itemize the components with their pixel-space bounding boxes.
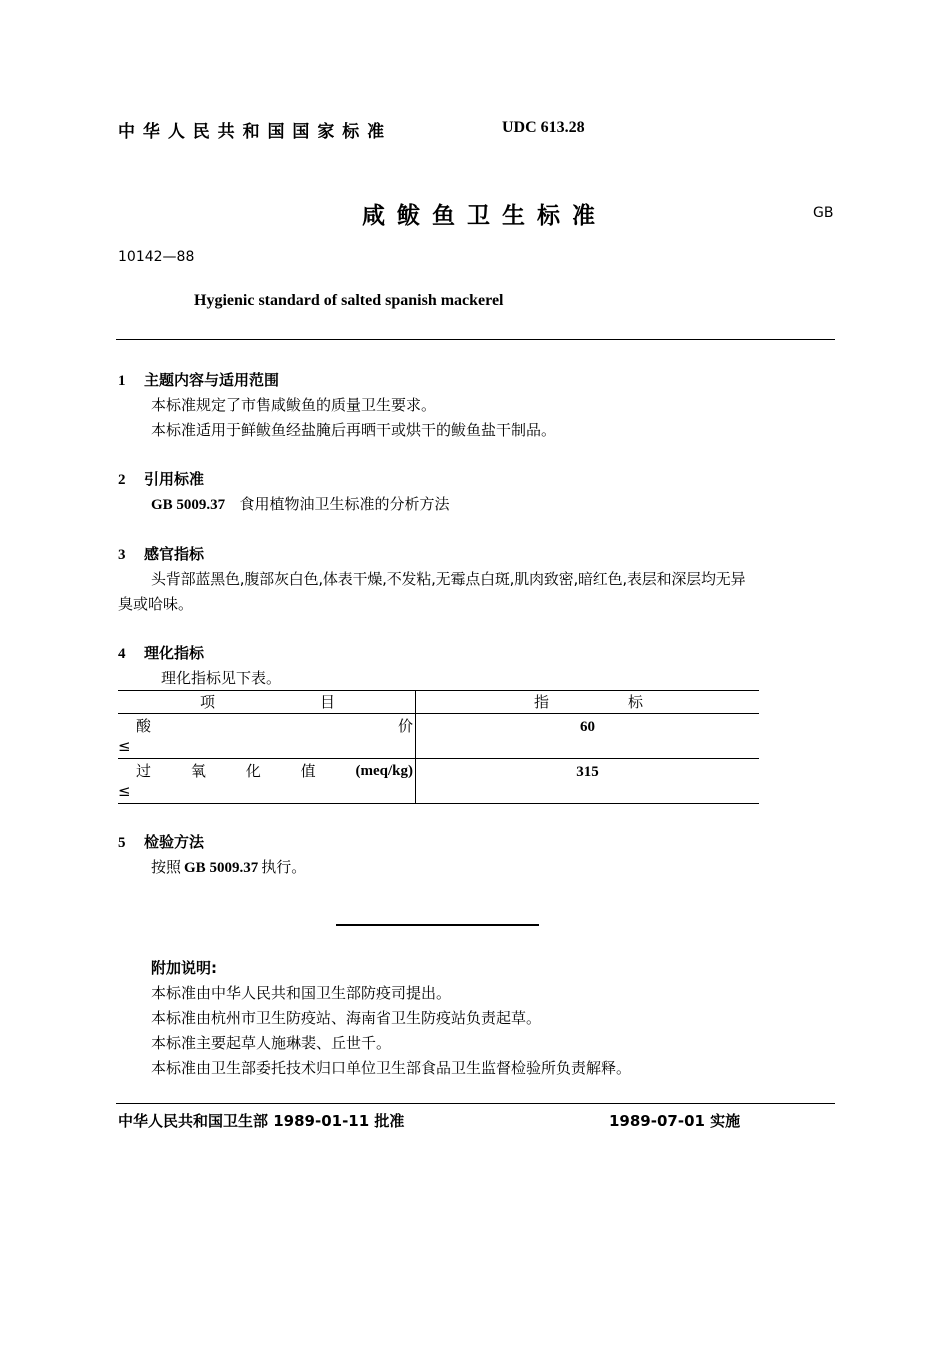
gb-prefix: GB: [813, 205, 834, 221]
section-number: 3: [118, 547, 126, 563]
index-value: 60: [580, 719, 595, 735]
column-header-item: [118, 691, 416, 714]
less-equal-sign: ≤: [118, 782, 131, 800]
udc-code: UDC 613.28: [502, 119, 585, 136]
table-intro: 理化指标见下表。: [161, 669, 282, 687]
issuing-authority: 中 华 人 民 共 和 国 国 家 标 准: [118, 122, 386, 142]
section-3-paragraph: 头背部蓝黑色,腹部灰白色,体表干燥,不发粘,无霉点白斑,肌肉致密,暗红色,表层和深层均无异: [151, 570, 746, 588]
english-title: Hygienic standard of salted spanish mackerel: [194, 292, 504, 309]
notes-heading: 附加说明:: [151, 959, 217, 977]
section-number: 5: [118, 835, 126, 851]
header-char: 目: [319, 693, 335, 711]
item-cell: [118, 714, 416, 759]
table-row: [118, 759, 759, 804]
header-char: 指: [534, 693, 550, 711]
less-equal-sign: ≤: [118, 737, 131, 755]
section-5-heading: [118, 830, 204, 856]
section-2-heading: [118, 467, 204, 493]
physicochemical-table: [118, 690, 759, 804]
reference-code: GB 5009.37: [184, 860, 259, 876]
table-header-row: [118, 691, 759, 714]
item-name-char: 值: [300, 762, 316, 780]
section-1-heading: [118, 368, 279, 394]
approval-date: 中华人民共和国卫生部 1989-01-11 批准: [118, 1112, 405, 1130]
column-header-index: [416, 691, 760, 714]
document-title: 咸 鲅 鱼 卫 生 标 准: [362, 203, 598, 229]
value-cell: [416, 759, 760, 804]
standard-number: 10142—88: [118, 249, 195, 265]
end-of-text-rule: [336, 924, 539, 926]
section-number: 1: [118, 373, 126, 389]
section-5-paragraph: [151, 855, 306, 881]
section-title: 理化指标: [144, 644, 205, 662]
section-4-heading: [118, 641, 204, 667]
reference-code: GB 5009.37: [151, 497, 226, 513]
note-line: 本标准由卫生部委托技术归口单位卫生部食品卫生监督检验所负责解释。: [151, 1059, 632, 1077]
note-line: 本标准主要起草人施琳裴、丘世千。: [151, 1034, 392, 1052]
item-name-char: 化: [245, 762, 261, 780]
section-number: 2: [118, 472, 126, 488]
note-line: 本标准由杭州市卫生防疫站、海南省卫生防疫站负责起草。: [151, 1009, 542, 1027]
section-1-paragraph: 本标准适用于鲜鲅鱼经盐腌后再晒干或烘干的鲅鱼盐干制品。: [151, 421, 557, 439]
header-divider: [116, 339, 835, 340]
header-char: 项: [200, 693, 216, 711]
section-title: 引用标准: [144, 470, 205, 488]
item-cell: [118, 759, 416, 804]
value-cell: [416, 714, 760, 759]
footer-divider: [116, 1103, 835, 1104]
section-title: 感官指标: [144, 545, 205, 563]
section-1-paragraph: 本标准规定了市售咸鲅鱼的质量卫生要求。: [151, 396, 437, 414]
section-3-heading: [118, 542, 204, 568]
section-3-paragraph: 臭或哈味。: [118, 595, 194, 613]
section-number: 4: [118, 646, 126, 662]
item-name-char: 价: [397, 717, 413, 735]
item-name-char: 氧: [190, 762, 206, 780]
section-title: 检验方法: [144, 833, 205, 851]
header-char: 标: [627, 693, 643, 711]
referenced-standard: [151, 492, 450, 518]
item-name-char: 过: [136, 762, 152, 780]
index-value: 315: [576, 764, 599, 780]
note-line: 本标准由中华人民共和国卫生部防疫司提出。: [151, 984, 452, 1002]
text-fragment: 执行。: [261, 858, 307, 876]
effective-date: 1989-07-01 实施: [609, 1112, 741, 1130]
reference-title: 食用植物油卫生标准的分析方法: [239, 495, 450, 513]
table-row: [118, 714, 759, 759]
text-fragment: 按照: [151, 858, 182, 876]
item-name-char: 酸: [136, 717, 152, 735]
unit-label: (meq/kg): [355, 763, 413, 779]
section-title: 主题内容与适用范围: [144, 371, 280, 389]
